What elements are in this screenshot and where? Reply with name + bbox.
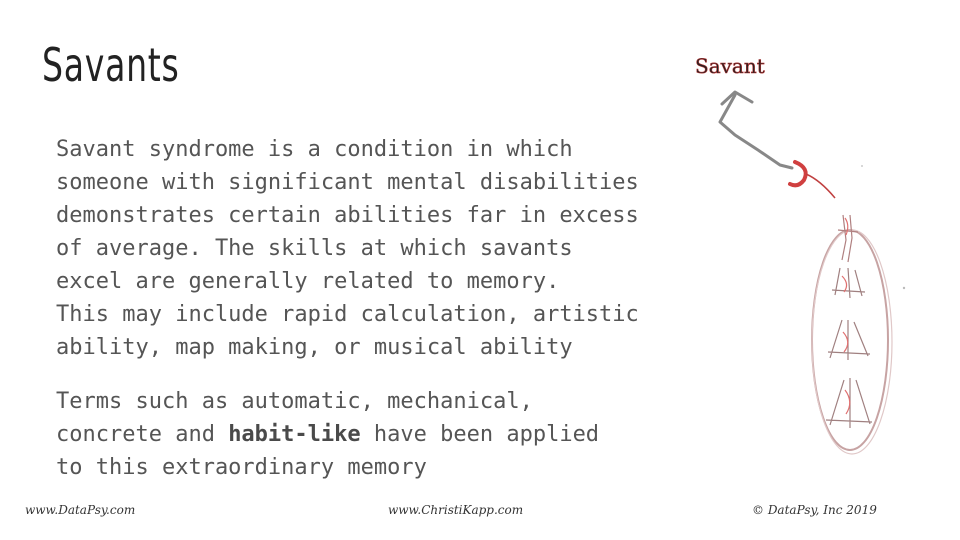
paragraph-line: Terms such as automatic, mechanical,	[56, 389, 533, 414]
bold-term: habit-like	[228, 422, 361, 447]
paragraph-line: demonstrates certain abilities far in excess	[56, 203, 639, 228]
terms-paragraph	[56, 385, 716, 484]
text-segment: concrete and	[56, 422, 229, 447]
arrow-shaft	[720, 95, 792, 168]
paragraph-line: of average. The skills at which savants	[56, 236, 573, 261]
paragraph-line: This may include rapid calculation, artistic	[56, 302, 639, 327]
paragraph-line: to this extraordinary memory	[56, 455, 427, 480]
scribble-figure	[832, 268, 865, 298]
connector-line	[806, 174, 835, 198]
footer-copyright: © DataPsy, Inc 2019	[752, 503, 877, 517]
slide-title: Savants	[42, 38, 180, 92]
savant-sketch-illustration	[680, 40, 920, 460]
paragraph-line: someone with significant mental disabilities	[56, 170, 639, 195]
footer-author-link[interactable]: www.ChristiKapp.com	[388, 503, 524, 517]
scribble-figure	[828, 320, 870, 360]
hook-mark	[790, 162, 806, 185]
savant-label: Savant	[695, 54, 765, 78]
paragraph-line: Savant syndrome is a condition in which	[56, 137, 573, 162]
scribble-figure	[838, 215, 858, 262]
paragraph-line	[56, 418, 716, 451]
scribble-figure	[826, 378, 872, 428]
speck-dot	[903, 287, 905, 289]
footer-website-link[interactable]: www.DataPsy.com	[25, 503, 136, 517]
speck-dot	[861, 165, 863, 167]
text-segment: have been applied	[360, 422, 600, 447]
description-paragraph	[56, 133, 716, 364]
paragraph-line: excel are generally related to memory.	[56, 269, 560, 294]
oval-shadow	[812, 230, 892, 454]
arrow-head	[722, 92, 752, 104]
paragraph-line: ability, map making, or musical ability	[56, 335, 573, 360]
